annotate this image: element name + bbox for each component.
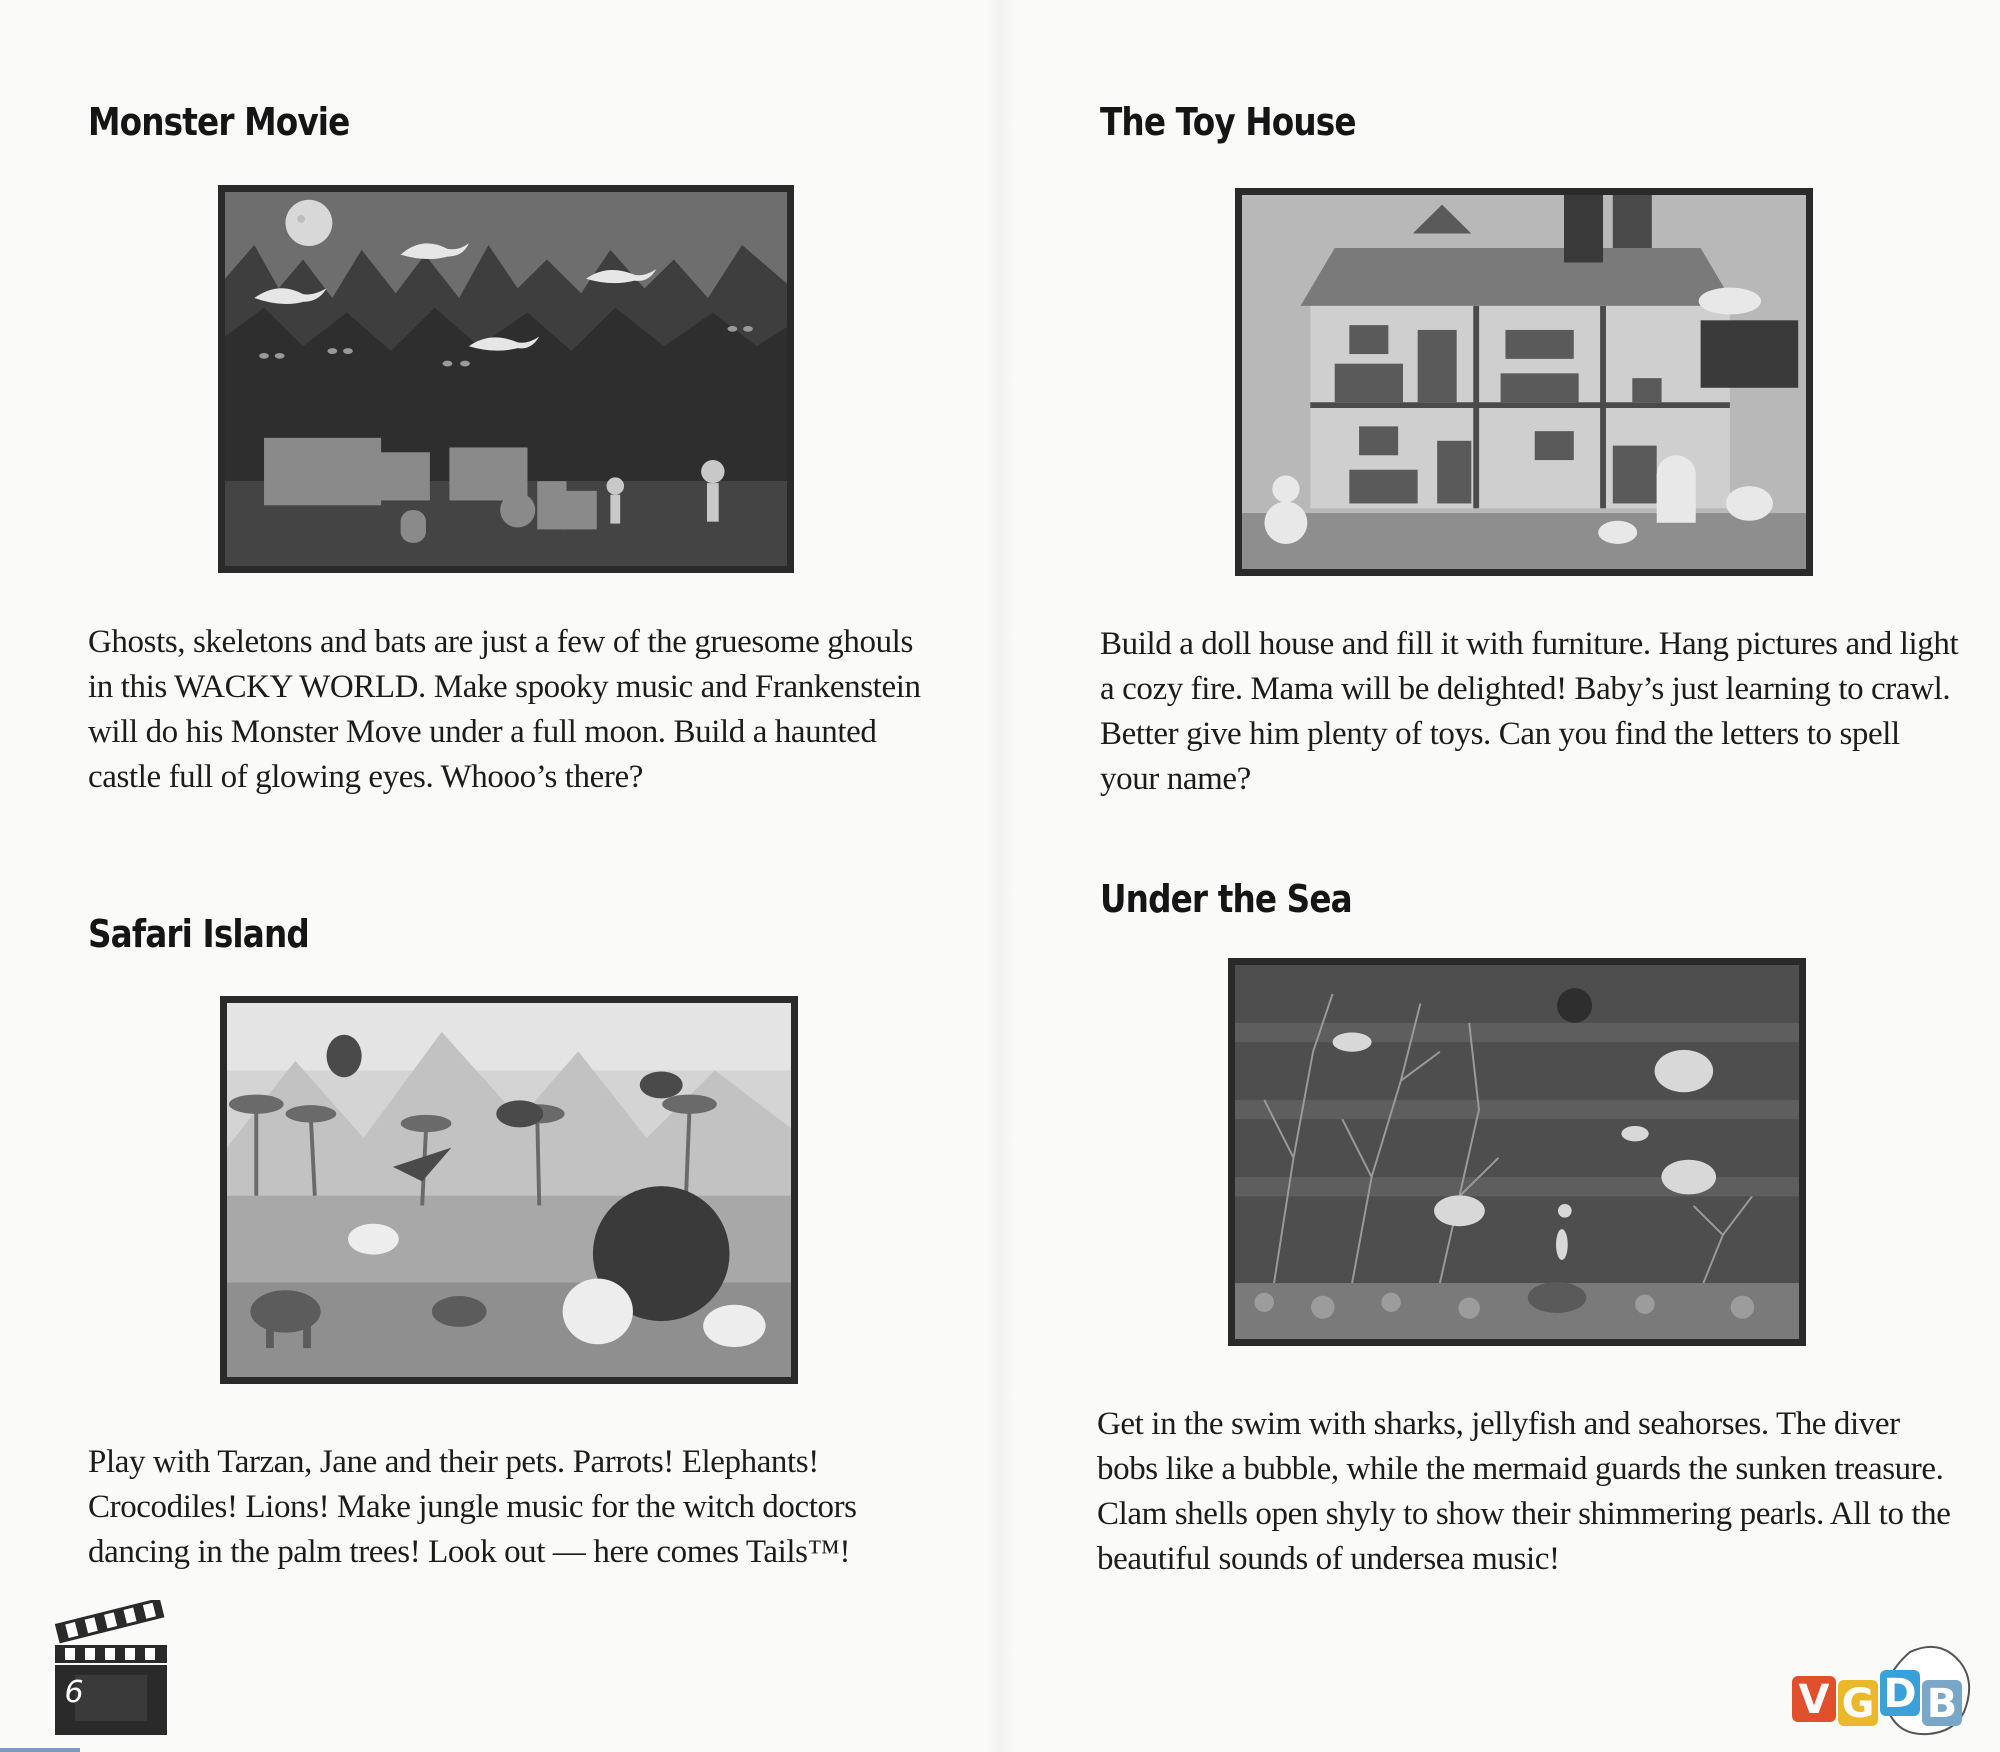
- svg-text:B: B: [1926, 1681, 1958, 1727]
- toy-house-heading: The Toy House: [1100, 100, 1356, 144]
- toy-house-screenshot: [1235, 188, 1813, 576]
- toy-house-text: Build a doll house and fill it with furniture. Hang pictures and light a cozy fire. Mama will be delighted! Baby’s just learning to crawl. Better give him plenty of toys. Can you find the letters to spell your name?: [1100, 626, 1959, 797]
- svg-text:V: V: [1798, 1677, 1830, 1723]
- svg-text:G: G: [1841, 1681, 1875, 1727]
- monster-movie-screenshot: [218, 185, 794, 573]
- under-the-sea-screenshot: [1228, 958, 1806, 1346]
- safari-island-heading: Safari Island: [88, 912, 309, 956]
- under-the-sea-heading: Under the Sea: [1100, 877, 1352, 921]
- scan-edge-strip: [0, 1748, 80, 1752]
- under-the-sea-text: Get in the swim with sharks, jellyfish and seahorses. The diver bobs like a bubble, while the mermaid guards the sunken treasure. Clam shells open shyly to show their shimmering pearls. All to the beautiful sounds of undersea music!: [1097, 1406, 1951, 1577]
- safari-island-screenshot: [220, 996, 798, 1384]
- page-fold: [985, 0, 1015, 1752]
- svg-text:D: D: [1883, 1671, 1917, 1717]
- monster-movie-text: Ghosts, skeletons and bats are just a few of the gruesome ghouls in this WACKY WORLD. Make spooky music and Frankenstein will do his Monster Move under a full moon. Build a haunted castle full of glowing eyes. Whooo’s there?: [88, 624, 921, 795]
- safari-island-text: Play with Tarzan, Jane and their pets. Parrots! Elephants! Crocodiles! Lions! Make jungle music for the witch doctors dancing in the palm trees! Look out — here comes Tails™!: [88, 1444, 857, 1570]
- monster-movie-heading: Monster Movie: [88, 100, 350, 144]
- vgdb-logo-icon: [1790, 1640, 1990, 1740]
- page-number: 6: [64, 1675, 84, 1710]
- clapperboard-icon: [55, 1600, 167, 1735]
